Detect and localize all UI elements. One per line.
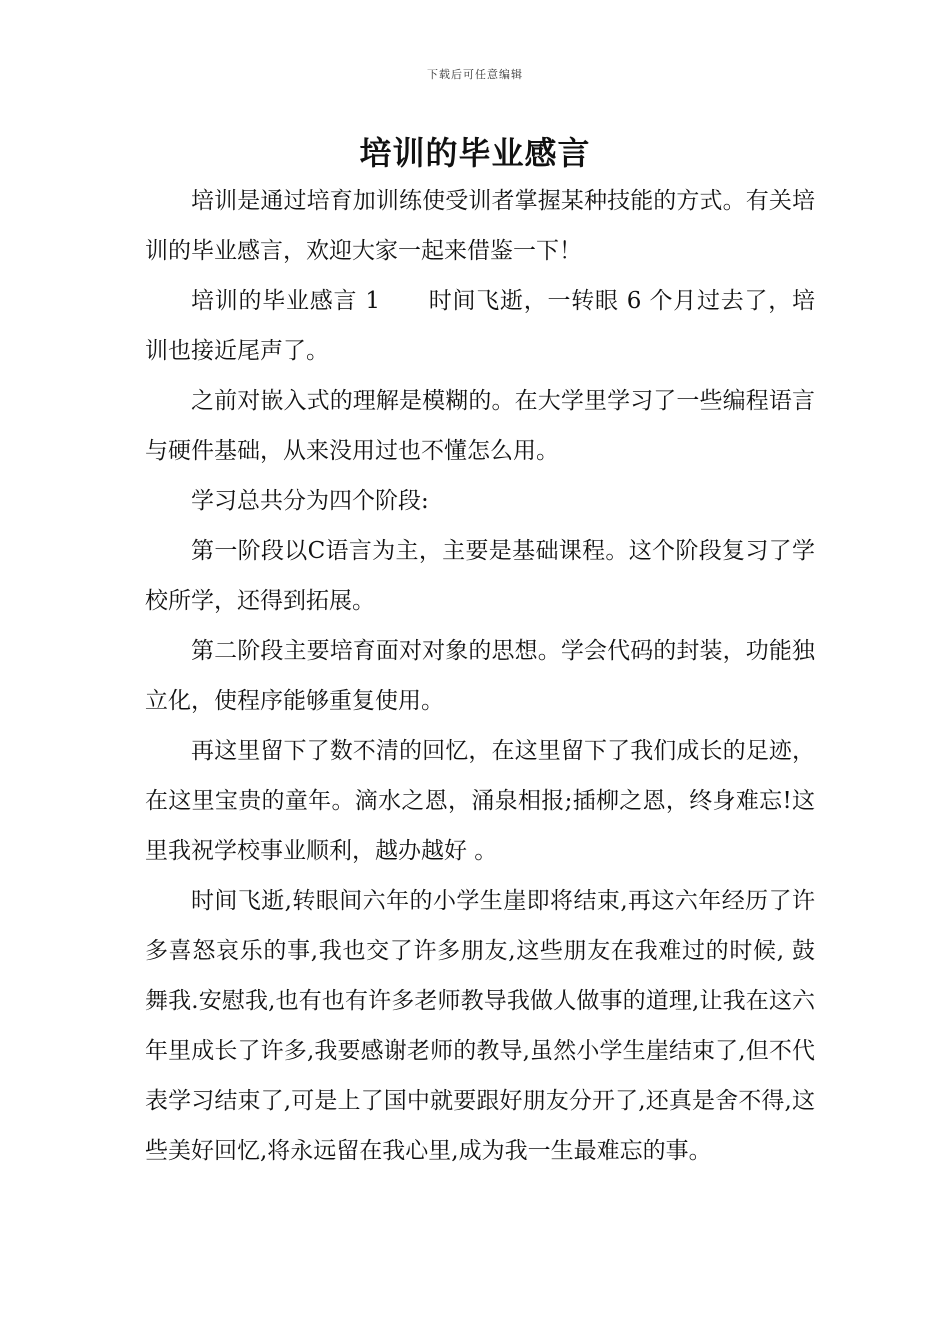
paragraph-time-passes: 时间飞逝,转眼间六年的小学生崖即将结束,再这六年经历了许多喜怒哀乐的事,我也交了许多朋友,这些朋友在我难过的时候, 鼓舞我.安慰我,也有也有许多老师教导我做人做事的道理,让我在这六年里成长了许多,我要感谢老师的教导,虽然小学生崖结束了,但不代表学习结束了,可是上了国中就要跟好朋友分开了,还真是舍不得,这些美好回忆,将永远留在我心里,成为我一生最难忘的事。 bbox=[145, 888, 815, 1164]
header-note: 下载后可任意编辑 bbox=[427, 68, 523, 81]
paragraph-stage-one: 第一阶段以C语言为主，主要是基础课程。这个阶段复习了学校所学，还得到拓展。 bbox=[145, 538, 815, 614]
paragraph-stage-two: 第二阶段主要培育面对对象的思想。学会代码的封装，功能独立化，使程序能够重复使用。 bbox=[145, 638, 815, 714]
intro-paragraph: 培训是通过培育加训练使受训者掌握某种技能的方式。有关培训的毕业感言，欢迎大家一起来借鉴一下！ bbox=[145, 188, 815, 264]
section-paragraph bbox=[145, 276, 815, 376]
document-title: 培训的毕业感言 bbox=[359, 134, 591, 172]
document-body bbox=[145, 176, 815, 1176]
section-heading: 培训的毕业感言 1 bbox=[191, 288, 380, 314]
section-intro: 时间飞逝，一转眼 6 个月过去了，培训也接近尾声了。 bbox=[145, 288, 815, 364]
paragraph-stages: 学习总共分为四个阶段: bbox=[191, 488, 429, 514]
paragraph-memories: 再这里留下了数不清的回忆，在这里留下了我们成长的足迹，在这里宝贵的童年。滴水之恩，涌泉相报;插柳之恩，终身难忘!这里我祝学校事业顺利，越办越好 。 bbox=[145, 738, 815, 864]
paragraph-understanding: 之前对嵌入式的理解是模糊的。在大学里学习了一些编程语言与硬件基础，从来没用过也不懂怎么用。 bbox=[145, 388, 815, 464]
